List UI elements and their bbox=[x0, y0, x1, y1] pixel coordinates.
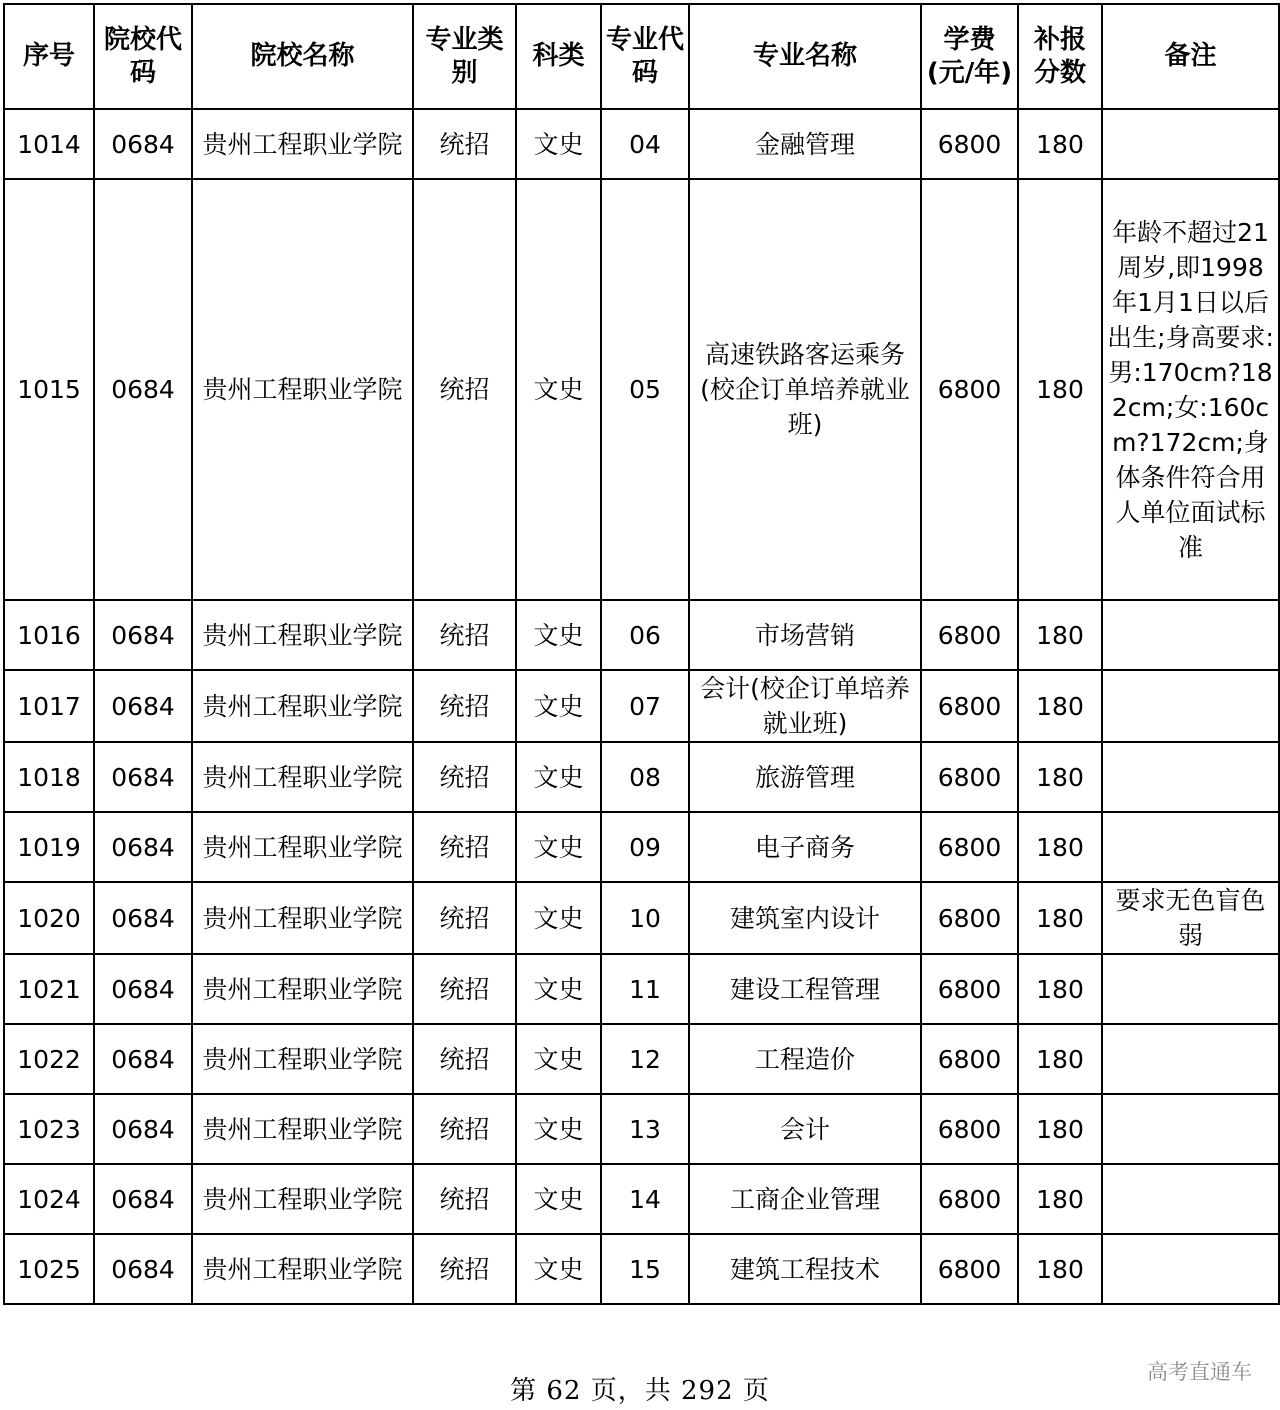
cell-remarks bbox=[1102, 812, 1279, 882]
cell-major-category: 统招 bbox=[413, 742, 516, 812]
cell-index: 1014 bbox=[4, 109, 94, 179]
cell-tuition: 6800 bbox=[921, 1164, 1018, 1234]
header-min-score: 补报分数 bbox=[1018, 4, 1102, 109]
cell-school-code: 0684 bbox=[94, 600, 192, 670]
cell-major-category: 统招 bbox=[413, 1164, 516, 1234]
cell-subject-type: 文史 bbox=[516, 812, 601, 882]
header-major-code: 专业代码 bbox=[601, 4, 689, 109]
header-row bbox=[4, 4, 1279, 109]
header-school-name: 院校名称 bbox=[192, 4, 413, 109]
cell-major-name: 旅游管理 bbox=[689, 742, 921, 812]
cell-remarks bbox=[1102, 1024, 1279, 1094]
cell-index: 1020 bbox=[4, 882, 94, 954]
cell-tuition: 6800 bbox=[921, 882, 1018, 954]
cell-subject-type: 文史 bbox=[516, 1094, 601, 1164]
table-row bbox=[4, 954, 1279, 1024]
cell-index: 1017 bbox=[4, 670, 94, 742]
cell-tuition: 6800 bbox=[921, 812, 1018, 882]
page-number-footer: 第 62 页，共 292 页 bbox=[510, 1376, 770, 1406]
cell-index: 1015 bbox=[4, 179, 94, 600]
cell-subject-type: 文史 bbox=[516, 742, 601, 812]
cell-school-name: 贵州工程职业学院 bbox=[192, 1164, 413, 1234]
cell-subject-type: 文史 bbox=[516, 954, 601, 1024]
cell-subject-type: 文史 bbox=[516, 109, 601, 179]
cell-major-name: 金融管理 bbox=[689, 109, 921, 179]
cell-index: 1016 bbox=[4, 600, 94, 670]
cell-school-name: 贵州工程职业学院 bbox=[192, 670, 413, 742]
cell-min-score: 180 bbox=[1018, 1234, 1102, 1304]
header-remarks: 备注 bbox=[1102, 4, 1279, 109]
cell-major-code: 12 bbox=[601, 1024, 689, 1094]
cell-remarks bbox=[1102, 109, 1279, 179]
cell-tuition: 6800 bbox=[921, 600, 1018, 670]
cell-major-category: 统招 bbox=[413, 670, 516, 742]
cell-major-name: 电子商务 bbox=[689, 812, 921, 882]
cell-major-name: 会计(校企订单培养就业班) bbox=[689, 670, 921, 742]
cell-min-score: 180 bbox=[1018, 954, 1102, 1024]
cell-min-score: 180 bbox=[1018, 670, 1102, 742]
cell-major-category: 统招 bbox=[413, 954, 516, 1024]
cell-school-code: 0684 bbox=[94, 1234, 192, 1304]
cell-school-name: 贵州工程职业学院 bbox=[192, 1024, 413, 1094]
table-row bbox=[4, 1024, 1279, 1094]
cell-min-score: 180 bbox=[1018, 109, 1102, 179]
cell-major-category: 统招 bbox=[413, 1234, 516, 1304]
cell-min-score: 180 bbox=[1018, 742, 1102, 812]
cell-remarks bbox=[1102, 742, 1279, 812]
table-row bbox=[4, 1234, 1279, 1304]
cell-school-name: 贵州工程职业学院 bbox=[192, 812, 413, 882]
table-row bbox=[4, 670, 1279, 742]
cell-index: 1019 bbox=[4, 812, 94, 882]
header-index: 序号 bbox=[4, 4, 94, 109]
table-row bbox=[4, 1164, 1279, 1234]
cell-major-name: 工商企业管理 bbox=[689, 1164, 921, 1234]
cell-major-code: 10 bbox=[601, 882, 689, 954]
cell-major-category: 统招 bbox=[413, 600, 516, 670]
cell-tuition: 6800 bbox=[921, 179, 1018, 600]
cell-major-name: 市场营销 bbox=[689, 600, 921, 670]
table-row bbox=[4, 109, 1279, 179]
cell-major-category: 统招 bbox=[413, 109, 516, 179]
cell-major-name: 会计 bbox=[689, 1094, 921, 1164]
cell-school-code: 0684 bbox=[94, 954, 192, 1024]
cell-school-name: 贵州工程职业学院 bbox=[192, 600, 413, 670]
cell-school-name: 贵州工程职业学院 bbox=[192, 882, 413, 954]
cell-major-code: 06 bbox=[601, 600, 689, 670]
table-row bbox=[4, 600, 1279, 670]
cell-major-code: 14 bbox=[601, 1164, 689, 1234]
cell-subject-type: 文史 bbox=[516, 1164, 601, 1234]
cell-tuition: 6800 bbox=[921, 742, 1018, 812]
cell-major-name: 工程造价 bbox=[689, 1024, 921, 1094]
cell-tuition: 6800 bbox=[921, 670, 1018, 742]
cell-school-name: 贵州工程职业学院 bbox=[192, 954, 413, 1024]
cell-major-code: 05 bbox=[601, 179, 689, 600]
cell-major-category: 统招 bbox=[413, 1094, 516, 1164]
cell-school-name: 贵州工程职业学院 bbox=[192, 1094, 413, 1164]
cell-remarks bbox=[1102, 670, 1279, 742]
cell-major-category: 统招 bbox=[413, 1024, 516, 1094]
cell-subject-type: 文史 bbox=[516, 670, 601, 742]
cell-school-name: 贵州工程职业学院 bbox=[192, 179, 413, 600]
cell-major-code: 07 bbox=[601, 670, 689, 742]
cell-school-name: 贵州工程职业学院 bbox=[192, 742, 413, 812]
header-major-category: 专业类别 bbox=[413, 4, 516, 109]
cell-major-category: 统招 bbox=[413, 179, 516, 600]
cell-school-code: 0684 bbox=[94, 670, 192, 742]
cell-school-code: 0684 bbox=[94, 109, 192, 179]
cell-school-code: 0684 bbox=[94, 179, 192, 600]
cell-major-code: 13 bbox=[601, 1094, 689, 1164]
cell-subject-type: 文史 bbox=[516, 1234, 601, 1304]
cell-min-score: 180 bbox=[1018, 179, 1102, 600]
watermark-text: 高考直通车 bbox=[1147, 1360, 1252, 1384]
cell-school-name: 贵州工程职业学院 bbox=[192, 109, 413, 179]
cell-remarks: 要求无色盲色弱 bbox=[1102, 882, 1279, 954]
table-row bbox=[4, 179, 1279, 600]
cell-remarks: 年龄不超过21周岁,即1998年1月1日以后出生;身高要求:男:170cm?182cm;女:160cm?172cm;身体条件符合用人单位面试标准 bbox=[1102, 179, 1279, 600]
cell-subject-type: 文史 bbox=[516, 600, 601, 670]
cell-tuition: 6800 bbox=[921, 1234, 1018, 1304]
cell-index: 1024 bbox=[4, 1164, 94, 1234]
header-subject-type: 科类 bbox=[516, 4, 601, 109]
cell-index: 1021 bbox=[4, 954, 94, 1024]
cell-major-name: 建筑工程技术 bbox=[689, 1234, 921, 1304]
table-row bbox=[4, 742, 1279, 812]
cell-remarks bbox=[1102, 600, 1279, 670]
cell-remarks bbox=[1102, 1164, 1279, 1234]
cell-major-name: 建设工程管理 bbox=[689, 954, 921, 1024]
cell-remarks bbox=[1102, 1094, 1279, 1164]
cell-min-score: 180 bbox=[1018, 1024, 1102, 1094]
cell-index: 1018 bbox=[4, 742, 94, 812]
cell-min-score: 180 bbox=[1018, 812, 1102, 882]
cell-major-name: 高速铁路客运乘务(校企订单培养就业班) bbox=[689, 179, 921, 600]
cell-min-score: 180 bbox=[1018, 1164, 1102, 1234]
cell-subject-type: 文史 bbox=[516, 882, 601, 954]
cell-subject-type: 文史 bbox=[516, 179, 601, 600]
table-row bbox=[4, 1094, 1279, 1164]
cell-major-name: 建筑室内设计 bbox=[689, 882, 921, 954]
cell-major-code: 09 bbox=[601, 812, 689, 882]
cell-school-code: 0684 bbox=[94, 1024, 192, 1094]
cell-school-code: 0684 bbox=[94, 1164, 192, 1234]
table-row bbox=[4, 882, 1279, 954]
cell-school-code: 0684 bbox=[94, 742, 192, 812]
cell-tuition: 6800 bbox=[921, 109, 1018, 179]
cell-index: 1025 bbox=[4, 1234, 94, 1304]
cell-min-score: 180 bbox=[1018, 1094, 1102, 1164]
cell-index: 1022 bbox=[4, 1024, 94, 1094]
header-tuition: 学费(元/年) bbox=[921, 4, 1018, 109]
cell-major-code: 11 bbox=[601, 954, 689, 1024]
header-school-code: 院校代码 bbox=[94, 4, 192, 109]
cell-remarks bbox=[1102, 954, 1279, 1024]
cell-major-code: 08 bbox=[601, 742, 689, 812]
cell-major-category: 统招 bbox=[413, 812, 516, 882]
admissions-table bbox=[3, 3, 1280, 1305]
cell-major-code: 15 bbox=[601, 1234, 689, 1304]
cell-min-score: 180 bbox=[1018, 600, 1102, 670]
cell-major-code: 04 bbox=[601, 109, 689, 179]
cell-index: 1023 bbox=[4, 1094, 94, 1164]
cell-major-category: 统招 bbox=[413, 882, 516, 954]
cell-school-code: 0684 bbox=[94, 812, 192, 882]
header-major-name: 专业名称 bbox=[689, 4, 921, 109]
cell-min-score: 180 bbox=[1018, 882, 1102, 954]
cell-school-code: 0684 bbox=[94, 882, 192, 954]
cell-remarks bbox=[1102, 1234, 1279, 1304]
cell-tuition: 6800 bbox=[921, 1024, 1018, 1094]
cell-school-code: 0684 bbox=[94, 1094, 192, 1164]
cell-tuition: 6800 bbox=[921, 954, 1018, 1024]
cell-tuition: 6800 bbox=[921, 1094, 1018, 1164]
table-row bbox=[4, 812, 1279, 882]
cell-subject-type: 文史 bbox=[516, 1024, 601, 1094]
cell-school-name: 贵州工程职业学院 bbox=[192, 1234, 413, 1304]
